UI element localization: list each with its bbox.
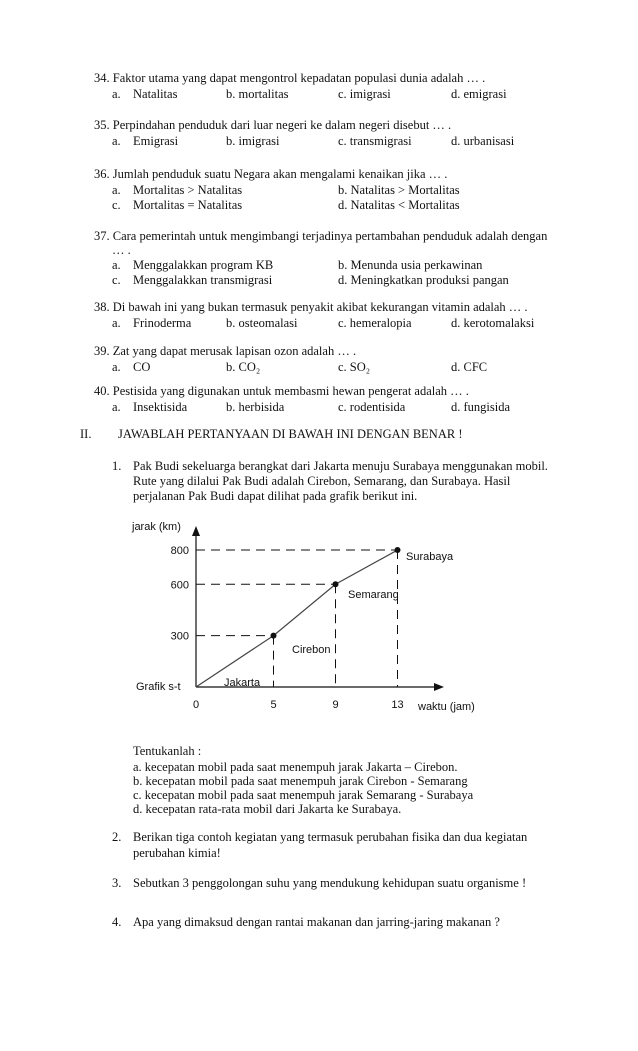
essay-2-number: 2. [112, 830, 122, 844]
q36-stem: 36. Jumlah penduduk suatu Negara akan mengalami kenaikan jika … . [94, 167, 448, 181]
q34-option-letter: a. [112, 87, 121, 101]
essay-4-number: 4. [112, 915, 122, 929]
q36-option-letter: a. [112, 183, 121, 197]
q34-option: d. emigrasi [451, 87, 507, 101]
essay-1-line-1: Pak Budi sekeluarga berangkat dari Jakarta menuju Surabaya menggunakan mobil. [133, 459, 548, 473]
point-label: Jakarta [224, 677, 261, 689]
q36-option-letter: c. [112, 198, 121, 212]
q39-option: d. CFC [451, 360, 488, 374]
essay-1-task: a. kecepatan mobil pada saat menempuh jarak Jakarta – Cirebon. [133, 760, 458, 774]
q36-option-text: Mortalitas = Natalitas [133, 198, 243, 212]
section-roman-numeral: II. [80, 427, 92, 441]
q39-stem: 39. Zat yang dapat merusak lapisan ozon adalah … . [94, 344, 357, 358]
q39-option: c. SO₂ [338, 360, 371, 374]
essay-2-line-2: perubahan kimia! [133, 846, 221, 860]
q39-option: b. CO₂ [226, 360, 261, 374]
q36-option-text: b. Natalitas ˃ Mortalitas [338, 183, 460, 197]
series-line [196, 550, 398, 687]
y-axis-label: jarak (km) [132, 521, 181, 533]
essay-2-line-1: Berikan tiga contoh kegiatan yang termasuk perubahan fisika dan dua kegiatan [133, 830, 528, 844]
q35-option: b. imigrasi [226, 134, 280, 148]
x-tick-label: 9 [332, 699, 339, 711]
essay-1-task: b. kecepatan mobil pada saat menempuh jarak Cirebon - Semarang [133, 774, 468, 788]
q35-option: d. urbanisasi [451, 134, 515, 148]
q35-stem: 35. Perpindahan penduduk dari luar negeri ke dalam negeri disebut … . [94, 118, 452, 132]
q34-option-text: Natalitas [133, 87, 178, 101]
q40-option: d. fungisida [451, 400, 511, 414]
x-axis-arrow [434, 683, 444, 691]
q38-option-letter: a. [112, 316, 121, 330]
q35-option: c. transmigrasi [338, 134, 412, 148]
q40-stem: 40. Pestisida yang digunakan untuk membasmi hewan pengerat adalah … . [94, 384, 469, 398]
q37-option-text: b. Menunda usia perkawinan [338, 258, 483, 272]
q37-option-text: d. Meningkatkan produksi pangan [338, 273, 509, 287]
y-tick-label: 800 [170, 545, 189, 558]
q40-option: b. herbisida [226, 400, 285, 414]
essay-1-tasks-title: Tentukanlah : [133, 744, 202, 758]
x-tick-label: 0 [192, 699, 200, 711]
q38-option: d. kerotomalaksi [451, 316, 535, 330]
x-tick-label: 5 [270, 699, 277, 711]
q34-stem: 34. Faktor utama yang dapat mengontrol kepadatan populasi dunia adalah … . [94, 71, 486, 85]
q36-option-text: Mortalitas ˃ Natalitas [133, 183, 243, 197]
x-tick-label: 13 [391, 699, 404, 711]
essay-4-line-1: Apa yang dimaksud dengan rantai makanan dan jarring-jaring makanan ? [133, 915, 500, 929]
q40-option: c. rodentisida [338, 400, 406, 414]
q39-option-text: CO [133, 360, 151, 374]
data-point [271, 633, 277, 639]
point-label: Cirebon [292, 644, 331, 656]
y-axis-arrow [192, 526, 200, 536]
y-tick-label: 300 [170, 630, 189, 643]
essay-1-line-2: Rute yang dilalui Pak Budi adalah Cirebon, Semarang, dan Surabaya. Hasil [133, 474, 511, 488]
q34-option: c. imigrasi [338, 87, 391, 101]
distance-time-chart [0, 510, 638, 730]
essay-1-line-3: perjalanan Pak Budi dapat dilihat pada grafik berikut ini. [133, 489, 418, 503]
q38-option-text: Frinoderma [133, 316, 192, 330]
point-label: Semarang [348, 589, 399, 601]
q38-option: b. osteomalasi [226, 316, 298, 330]
q37-option-letter: a. [112, 258, 121, 272]
q40-option-letter: a. [112, 400, 121, 414]
data-point [333, 581, 339, 587]
essay-1-task: d. kecepatan rata-rata mobil dari Jakarta ke Surabaya. [133, 802, 402, 816]
q38-stem: 38. Di bawah ini yang bukan termasuk penyakit akibat kekurangan vitamin adalah … . [94, 300, 528, 314]
essay-1-number: 1. [112, 459, 122, 473]
q38-option: c. hemeralopia [338, 316, 412, 330]
q37-option-letter: c. [112, 273, 121, 287]
essay-3-number: 3. [112, 876, 122, 890]
graph-side-label: Grafik s-t [136, 681, 181, 693]
x-axis-label: waktu (jam) [418, 701, 475, 713]
point-label: Surabaya [406, 551, 454, 563]
q39-option-letter: a. [112, 360, 121, 374]
q37-stem: 37. Cara pemerintah untuk mengimbangi terjadinya pertambahan penduduk adalah dengan [94, 229, 548, 243]
essay-3-line-1: Sebutkan 3 penggolongan suhu yang mendukung kehidupan suatu organisme ! [133, 876, 527, 890]
section-title: JAWABLAH PERTANYAAN DI BAWAH INI DENGAN BENAR ! [118, 427, 463, 441]
q36-option-text: d. Natalitas ˂ Mortalitas [338, 198, 460, 212]
q37-option-text: Menggalakkan program KB [133, 258, 274, 272]
q40-option-text: Insektisida [133, 400, 188, 414]
data-point [395, 547, 401, 553]
q37-option-text: Menggalakkan transmigrasi [133, 273, 273, 287]
y-tick-label: 600 [170, 579, 189, 592]
q35-option-text: Emigrasi [133, 134, 179, 148]
essay-1-task: c. kecepatan mobil pada saat menempuh jarak Semarang - Surabaya [133, 788, 474, 802]
q34-option: b. mortalitas [226, 87, 289, 101]
q35-option-letter: a. [112, 134, 121, 148]
q37-stem-cont: … . [112, 243, 131, 257]
